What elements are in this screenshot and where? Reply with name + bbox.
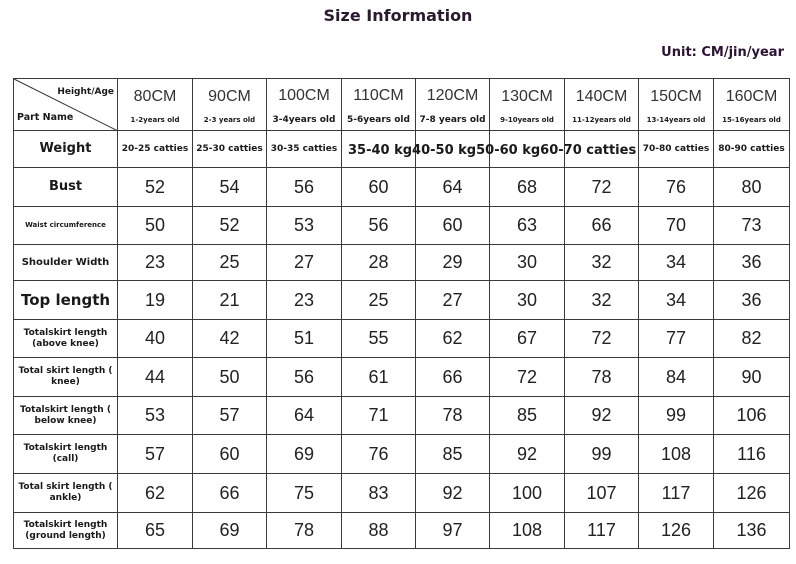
size-table bbox=[13, 78, 790, 549]
value-cell: 56 bbox=[267, 358, 342, 397]
value-cell: 36 bbox=[714, 245, 790, 281]
value-cell: 77 bbox=[639, 320, 714, 358]
size-label: 90CM bbox=[208, 87, 251, 105]
value-cell: 92 bbox=[490, 435, 565, 474]
size-header-cell bbox=[639, 79, 714, 131]
value-cell: 92 bbox=[416, 474, 490, 513]
value-cell: 53 bbox=[267, 207, 342, 245]
value-cell: 75 bbox=[267, 474, 342, 513]
value-cell: 88 bbox=[342, 513, 416, 549]
table-row bbox=[14, 435, 790, 474]
value-cell: 83 bbox=[342, 474, 416, 513]
table-row bbox=[14, 168, 790, 207]
size-label: 110CM bbox=[353, 86, 404, 104]
value-cell: 63 bbox=[490, 207, 565, 245]
value-cell: 42 bbox=[193, 320, 267, 358]
size-label: 160CM bbox=[725, 87, 778, 105]
table-row bbox=[14, 320, 790, 358]
value-cell: 51 bbox=[267, 320, 342, 358]
age-label: 5-6years old bbox=[347, 114, 410, 125]
size-label: 140CM bbox=[575, 87, 628, 105]
value-cell: 23 bbox=[118, 245, 193, 281]
part-name-label: Part Name bbox=[17, 112, 74, 123]
height-age-label: Height/Age bbox=[57, 87, 114, 97]
table-row bbox=[14, 245, 790, 281]
row-label: Totalskirt length (ground length) bbox=[14, 513, 118, 549]
value-cell: 57 bbox=[193, 397, 267, 435]
value-cell: 27 bbox=[416, 281, 490, 320]
value-cell: 82 bbox=[714, 320, 790, 358]
value-cell: 136 bbox=[714, 513, 790, 549]
row-label: Waist circumference bbox=[14, 207, 118, 245]
value-cell: 40 bbox=[118, 320, 193, 358]
value-cell: 92 bbox=[565, 397, 639, 435]
value-cell: 62 bbox=[416, 320, 490, 358]
table-row bbox=[14, 397, 790, 435]
size-label: 150CM bbox=[650, 87, 702, 105]
value-cell: 69 bbox=[267, 435, 342, 474]
value-cell: 66 bbox=[193, 474, 267, 513]
value-cell: 80 bbox=[714, 168, 790, 207]
value-cell: 90 bbox=[714, 358, 790, 397]
size-header-cell bbox=[267, 79, 342, 131]
value-cell: 34 bbox=[639, 245, 714, 281]
value-cell: 126 bbox=[714, 474, 790, 513]
weight-row bbox=[14, 131, 790, 168]
size-header-cell bbox=[342, 79, 416, 131]
value-cell: 108 bbox=[490, 513, 565, 549]
size-header-cell bbox=[416, 79, 490, 131]
header-row bbox=[14, 79, 790, 131]
value-cell: 50 bbox=[193, 358, 267, 397]
value-cell: 57 bbox=[118, 435, 193, 474]
value-cell: 67 bbox=[490, 320, 565, 358]
value-cell: 99 bbox=[565, 435, 639, 474]
value-cell: 60 bbox=[342, 168, 416, 207]
value-cell: 66 bbox=[416, 358, 490, 397]
value-cell: 65 bbox=[118, 513, 193, 549]
row-label: Totalskirt length (above knee) bbox=[14, 320, 118, 358]
value-cell: 84 bbox=[639, 358, 714, 397]
weight-cell bbox=[342, 131, 637, 168]
age-label: 7-8 years old bbox=[419, 114, 486, 125]
size-label: 120CM bbox=[426, 86, 479, 104]
value-cell: 32 bbox=[565, 281, 639, 320]
age-label: 2-3 years old bbox=[203, 115, 256, 124]
age-label: 15-16years old bbox=[722, 115, 781, 124]
value-cell: 32 bbox=[565, 245, 639, 281]
table-row bbox=[14, 474, 790, 513]
value-cell: 44 bbox=[118, 358, 193, 397]
age-label: 9-10years old bbox=[500, 115, 554, 124]
value-cell: 23 bbox=[267, 281, 342, 320]
value-cell: 70 bbox=[639, 207, 714, 245]
value-cell: 60 bbox=[416, 207, 490, 245]
value-cell: 85 bbox=[490, 397, 565, 435]
weight-cell bbox=[490, 131, 565, 168]
weight-cell: 25-30 catties bbox=[193, 131, 267, 168]
value-cell: 52 bbox=[118, 168, 193, 207]
row-label: Top length bbox=[14, 281, 118, 320]
value-cell: 72 bbox=[490, 358, 565, 397]
weight-run-text: 35-40 kg40-50 kg50-60 kg60-70 catties bbox=[348, 143, 637, 158]
weight-cell: 20-25 catties bbox=[118, 131, 193, 168]
value-cell: 25 bbox=[342, 281, 416, 320]
row-label: Totalskirt length (call) bbox=[14, 435, 118, 474]
size-header-cell bbox=[565, 79, 639, 131]
unit-label: Unit: CM/jin/year bbox=[661, 45, 784, 60]
value-cell: 97 bbox=[416, 513, 490, 549]
value-cell: 73 bbox=[714, 207, 790, 245]
weight-cell: 80-90 catties bbox=[714, 131, 790, 168]
value-cell: 36 bbox=[714, 281, 790, 320]
value-cell: 106 bbox=[714, 397, 790, 435]
value-cell: 25 bbox=[193, 245, 267, 281]
value-cell: 66 bbox=[565, 207, 639, 245]
value-cell: 64 bbox=[267, 397, 342, 435]
value-cell: 55 bbox=[342, 320, 416, 358]
row-label: Bust bbox=[14, 168, 118, 207]
value-cell: 117 bbox=[639, 474, 714, 513]
value-cell: 53 bbox=[118, 397, 193, 435]
value-cell: 56 bbox=[342, 207, 416, 245]
size-label: 130CM bbox=[501, 87, 553, 105]
table-row bbox=[14, 207, 790, 245]
size-header-cell bbox=[490, 79, 565, 131]
row-label: Totalskirt length ( below knee) bbox=[14, 397, 118, 435]
value-cell: 21 bbox=[193, 281, 267, 320]
value-cell: 34 bbox=[639, 281, 714, 320]
page-title: Size Information bbox=[323, 6, 473, 25]
value-cell: 76 bbox=[639, 168, 714, 207]
size-label: 80CM bbox=[133, 87, 177, 105]
age-label: 11-12years old bbox=[572, 115, 631, 124]
value-cell: 78 bbox=[565, 358, 639, 397]
table-row bbox=[14, 281, 790, 320]
value-cell: 117 bbox=[565, 513, 639, 549]
value-cell: 52 bbox=[193, 207, 267, 245]
size-label: 100CM bbox=[278, 86, 330, 104]
header-corner-cell bbox=[14, 79, 118, 131]
value-cell: 19 bbox=[118, 281, 193, 320]
value-cell: 68 bbox=[490, 168, 565, 207]
value-cell: 72 bbox=[565, 320, 639, 358]
table-row bbox=[14, 513, 790, 549]
value-cell: 27 bbox=[267, 245, 342, 281]
row-label: Total skirt length ( knee) bbox=[14, 358, 118, 397]
value-cell: 30 bbox=[490, 245, 565, 281]
value-cell: 30 bbox=[490, 281, 565, 320]
weight-cell bbox=[416, 131, 490, 168]
value-cell: 108 bbox=[639, 435, 714, 474]
age-label: 3-4years old bbox=[272, 114, 336, 125]
size-header-cell bbox=[193, 79, 267, 131]
weight-cell: 30-35 catties bbox=[267, 131, 342, 168]
value-cell: 61 bbox=[342, 358, 416, 397]
value-cell: 78 bbox=[267, 513, 342, 549]
value-cell: 56 bbox=[267, 168, 342, 207]
value-cell: 62 bbox=[118, 474, 193, 513]
value-cell: 76 bbox=[342, 435, 416, 474]
value-cell: 100 bbox=[490, 474, 565, 513]
value-cell: 71 bbox=[342, 397, 416, 435]
size-header-cell bbox=[118, 79, 193, 131]
value-cell: 99 bbox=[639, 397, 714, 435]
age-label: 1-2years old bbox=[130, 115, 180, 124]
value-cell: 85 bbox=[416, 435, 490, 474]
weight-label: Weight bbox=[14, 131, 118, 168]
value-cell: 64 bbox=[416, 168, 490, 207]
row-label: Total skirt length ( ankle) bbox=[14, 474, 118, 513]
value-cell: 54 bbox=[193, 168, 267, 207]
weight-cell: 70-80 catties bbox=[639, 131, 714, 168]
value-cell: 69 bbox=[193, 513, 267, 549]
size-header-cell bbox=[714, 79, 790, 131]
value-cell: 50 bbox=[118, 207, 193, 245]
row-label: Shoulder Width bbox=[14, 245, 118, 281]
value-cell: 126 bbox=[639, 513, 714, 549]
value-cell: 107 bbox=[565, 474, 639, 513]
value-cell: 28 bbox=[342, 245, 416, 281]
age-label: 13-14years old bbox=[646, 115, 706, 124]
value-cell: 78 bbox=[416, 397, 490, 435]
value-cell: 60 bbox=[193, 435, 267, 474]
table-row bbox=[14, 358, 790, 397]
value-cell: 72 bbox=[565, 168, 639, 207]
value-cell: 29 bbox=[416, 245, 490, 281]
value-cell: 116 bbox=[714, 435, 790, 474]
weight-cell bbox=[565, 131, 639, 168]
